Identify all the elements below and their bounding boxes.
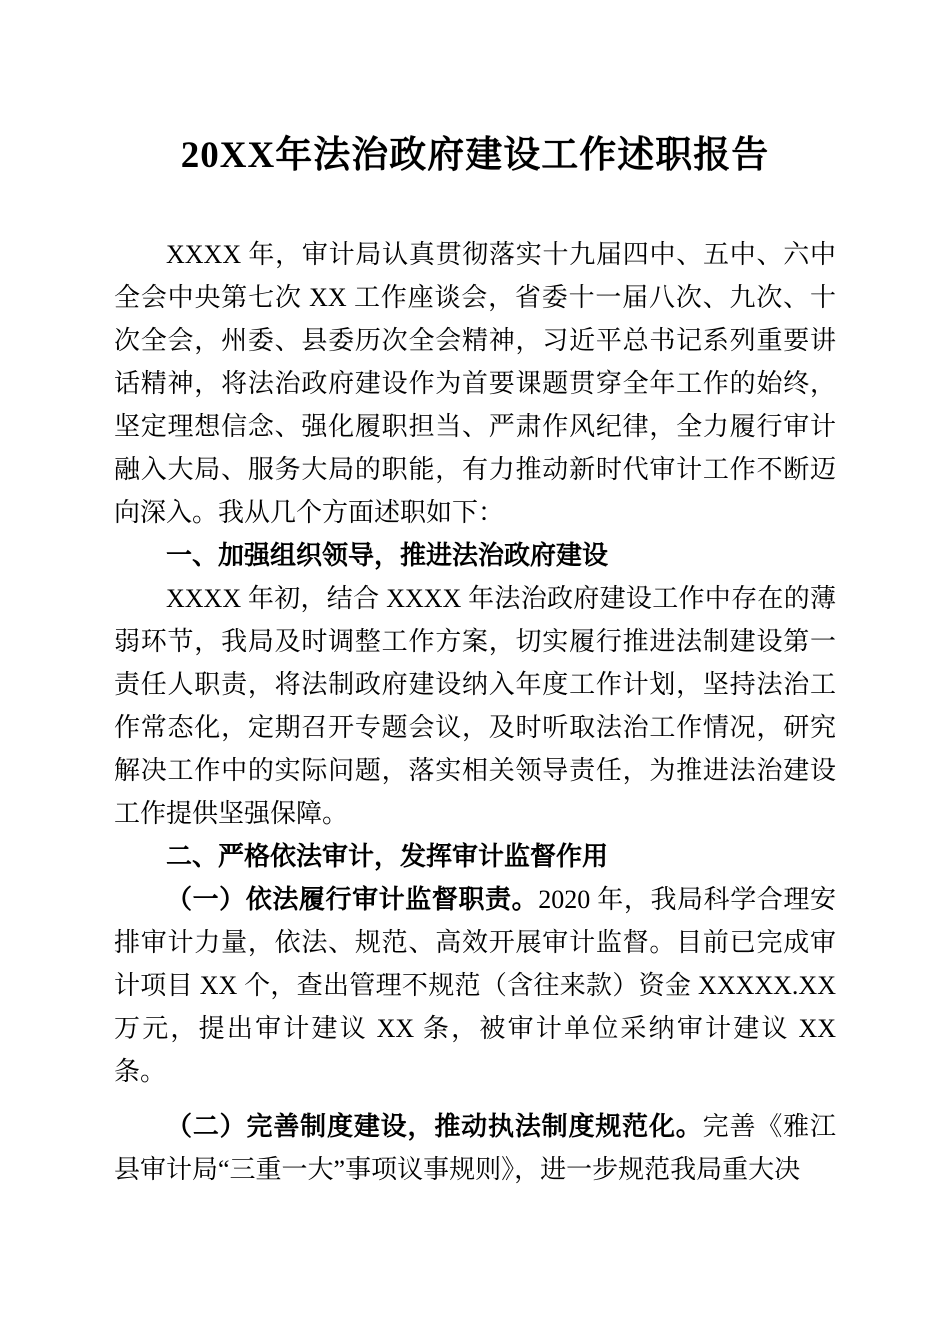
paragraph: （一）依法履行审计监督职责。2020 年，我局科学合理安排审计力量，依法、规范、高效开展审计监督。目前已完成审计项目 XX 个，查出管理不规范（含往来款）资金 XXXXX.XX 万元，提出审计建议 XX 条，被审计单位采纳审计建议 XX 条。 (114, 885, 836, 1087)
paragraph: XXXX 年，审计局认真贯彻落实十九届四中、五中、六中全会中央第七次 XX 工作座谈会，省委十一届八次、九次、十次全会，州委、县委历次全会精神，习近平总书记系列重要讲话精神，将法治政府建设作为首要课题贯穿全年工作的始终，坚定理想信念、强化履职担当、严肃作风纪律，全力履行审计融入大局、服务大局的职能，有力推动新时代审计工作不断迈向深入。我从几个方面述职如下： (114, 240, 836, 528)
document-blocks (114, 233, 836, 1191)
paragraph-lead: （二）完善制度建设，推动执法制度规范化。 (166, 1112, 703, 1142)
paragraph: （二）完善制度建设，推动执法制度规范化。完善《雅江县审计局“三重一大”事项议事规则》，进一步规范我局重大决 (114, 1112, 836, 1185)
paragraph: XXXX 年初，结合 XXXX 年法治政府建设工作中存在的薄弱环节，我局及时调整工作方案，切实履行推进法制建设第一责任人职责，将法制政府建设纳入年度工作计划，坚持法治工作常态化，定期召开专题会议，及时听取法治工作情况，研究解决工作中的实际问题，落实相关领导责任，为推进法治建设工作提供坚强保障。 (114, 584, 836, 829)
paragraph-lead: （一）依法履行审计监督职责。 (166, 885, 539, 915)
document-title: 20XX年法治政府建设工作述职报告 (180, 135, 770, 176)
section-heading: 一、加强组织领导，推进法治政府建设 (166, 540, 609, 571)
section-heading: 二、严格依法审计，发挥审计监督作用 (166, 841, 609, 872)
